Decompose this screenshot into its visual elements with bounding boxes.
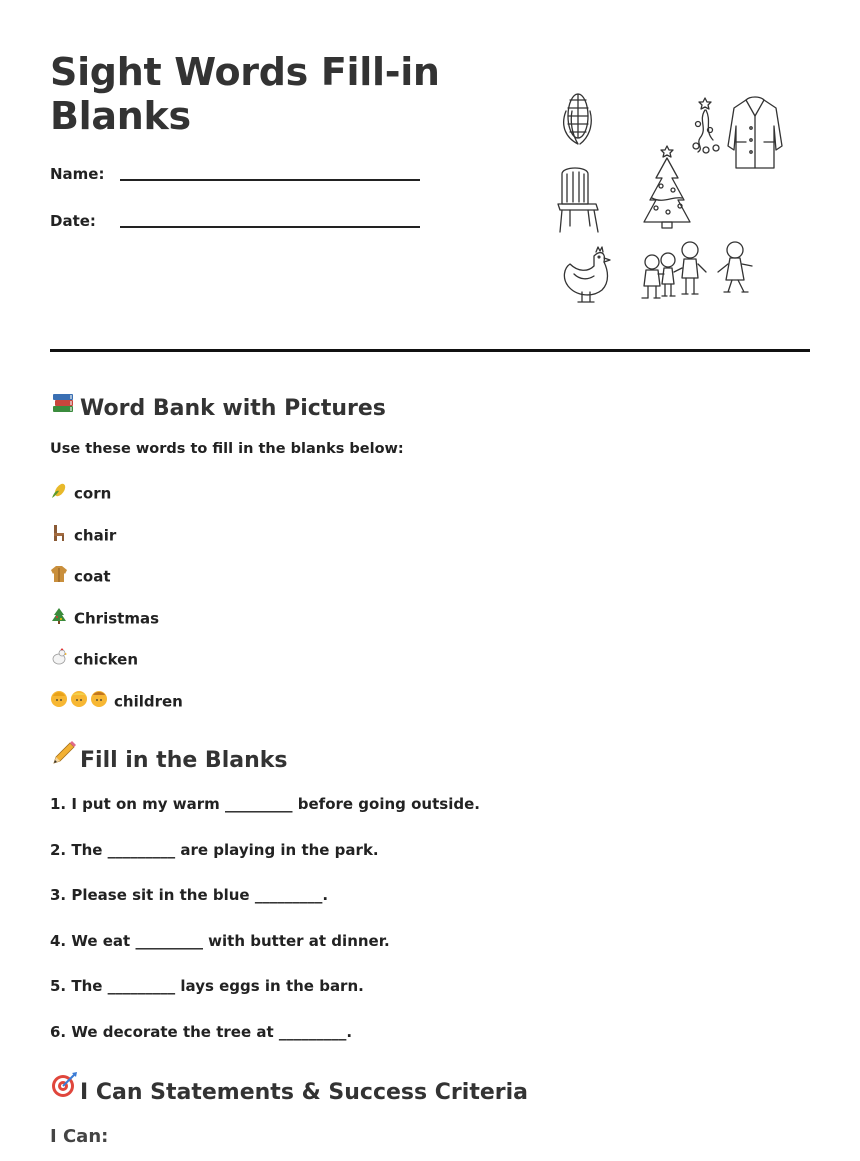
header-divider (50, 349, 810, 352)
corn-icon (50, 482, 68, 506)
word-bank-item: coat (50, 565, 111, 587)
fill-in-sentence: 4. We eat _________ with butter at dinner. (50, 932, 390, 950)
word-bank-heading (50, 389, 386, 421)
child-illustration (718, 242, 752, 292)
fill-in-sentence: 1. I put on my warm _________ before going outside. (50, 795, 480, 813)
word-bank-item: corn (50, 482, 111, 504)
word-bank-item: Christmas (50, 607, 159, 629)
corn-illustration (564, 94, 592, 144)
i-can-subheading: I Can: (50, 1126, 109, 1147)
chair-illustration (558, 168, 598, 232)
word-bank-item: chicken (50, 648, 138, 670)
name-field[interactable] (50, 165, 104, 183)
ornaments-illustration (693, 98, 719, 153)
fill-in-heading (50, 739, 287, 773)
word-bank-title: Word Bank with Pictures (80, 396, 386, 421)
fill-in-sentence: 2. The _________ are playing in the park. (50, 841, 379, 859)
coat-illustration (728, 97, 782, 168)
chair-icon (50, 524, 68, 548)
chicken-icon (50, 648, 68, 672)
date-field[interactable] (50, 212, 96, 230)
success-criteria-heading (50, 1071, 528, 1105)
word-bank-instructions: Use these words to fill in the blanks below: (50, 441, 404, 457)
children-icon (50, 690, 108, 714)
date-label: Date: (50, 212, 96, 230)
children-illustration (642, 242, 706, 298)
worksheet-clipart (548, 86, 798, 306)
pencil-icon (50, 739, 80, 773)
date-line (120, 226, 420, 228)
word-bank-item: chair (50, 524, 116, 546)
fill-in-title: Fill in the Blanks (80, 748, 288, 773)
chicken-illustration (564, 247, 610, 302)
fill-in-sentence: 6. We decorate the tree at _________. (50, 1023, 353, 1041)
books-icon (50, 389, 80, 421)
word-bank-item: children (50, 690, 183, 712)
christmas-tree-illustration (644, 146, 690, 228)
name-line (120, 179, 420, 181)
coat-icon (50, 565, 68, 589)
page-title: Sight Words Fill-in Blanks (50, 50, 440, 138)
christmas-tree-icon (50, 607, 68, 631)
success-criteria-title: I Can Statements & Success Criteria (80, 1080, 528, 1105)
fill-in-sentence: 5. The _________ lays eggs in the barn. (50, 977, 364, 995)
target-icon (50, 1071, 80, 1105)
fill-in-sentence: 3. Please sit in the blue _________. (50, 886, 329, 904)
name-label: Name: (50, 165, 105, 183)
